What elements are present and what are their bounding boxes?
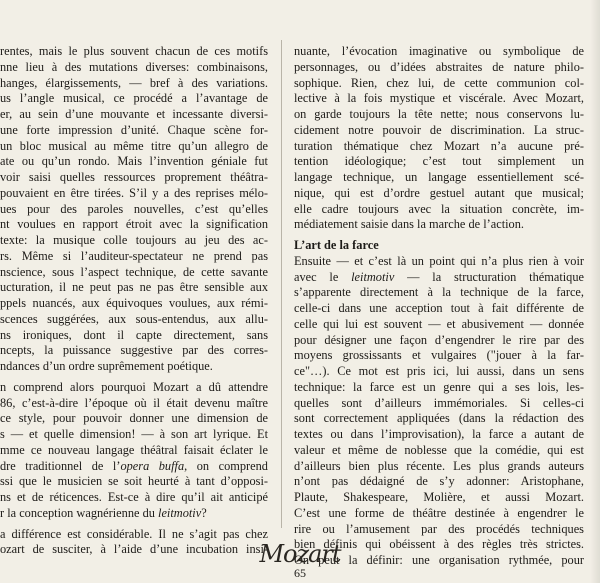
text-line: médiatement saisie dans la marche de l’action. [294, 217, 524, 232]
paragraph [0, 44, 268, 375]
text-line: rs. Même si l’auditeur-spectateur ne prend pas [0, 248, 268, 263]
text-line: personnages, ou d’idées abstraites de nature philo- [294, 59, 584, 74]
text-line: nne lieu à des mutations diverses: combinaisons, [0, 59, 268, 74]
paragraph [0, 380, 268, 522]
text-line: bien définis qui obéissent à des règles très strictes. [294, 537, 584, 552]
right-column [294, 44, 584, 569]
text-line: ce style, pour pouvoir donner une dimension de [0, 411, 268, 426]
text-line: s’apparente directement à la technique de la farce, [294, 285, 584, 300]
text-line: ucturation, il ne peut pas ne pas être sensible aux [0, 280, 268, 295]
text-line: celle-ci dans une acception tout à fait différente de [294, 301, 584, 315]
left-column [0, 44, 268, 558]
mozart-signature: Mozart [259, 540, 341, 568]
text-line: d’ailleurs bien plus récente. Les plus grands auteurs [294, 458, 584, 473]
text-line: ce"…). Ce mot est pris ici, lui aussi, dans un sens [294, 364, 584, 378]
text-line: hanges, élargissements, — bref à des variations. [0, 75, 268, 90]
text-line: rentes, mais le plus souvent chacun de ces motifs [0, 44, 268, 58]
text-fragment: — la structuration thématique [394, 269, 584, 284]
text-line: turation thématique chez Mozart n’a aucune pré- [294, 138, 584, 153]
text-line: nscience, sous l’aspect technique, de cette savante [0, 264, 268, 279]
text-line: C’est une forme de théâtre destinée à engendrer le [294, 505, 584, 520]
text-line: ns et de réticences. Est-ce à dire qu’il ait anticipé [0, 490, 268, 504]
text-line: nuante, l’évocation imaginative ou symbolique de [294, 44, 584, 58]
text-line: texte: la musique colle toujours au jeu des ac- [0, 233, 268, 247]
text-line: cidement notre pouvoir de discrimination. La struc- [294, 122, 584, 137]
section-heading: L’art de la farce [294, 238, 379, 252]
text-line: ns ironiques, dont il capte directement, sans [0, 327, 268, 342]
text-line: un bloc musical au même titre qu’un allegro de [0, 138, 268, 153]
text-line: ssi que le musicien se soit heurté à tant d’opposi- [0, 474, 268, 489]
column-divider [281, 40, 282, 528]
text-line: textes ou dans l’improvisation), la farce a autant de [294, 427, 584, 441]
text-line: une forte impression d’unité. Chaque scène for- [0, 122, 268, 137]
text-line [0, 459, 268, 475]
text-line: lective à la fois mystique et viscérale. Avec Mozart, [294, 91, 584, 106]
text-line: er, au sein d’une mouvante et incessante diversi- [0, 107, 268, 121]
text-line: ozart de susciter, à l’aide d’une incubation insi- [0, 542, 268, 557]
text-line: langage technique, un langage essentiellement scé- [294, 170, 584, 184]
text-line: a différence est considérable. Il ne s’agit pas chez [0, 526, 268, 541]
page-edge-shadow [590, 0, 600, 583]
page-number: 65 [294, 566, 306, 580]
text-fragment: avec le [294, 269, 352, 284]
text-fragment: dre traditionnel de l’ [0, 458, 121, 473]
text-line: scences suggérées, aux sous-entendus, aux allu- [0, 311, 268, 326]
text-line [0, 506, 268, 522]
text-line: nique, qui est d’ordre gestuel autant que musical; [294, 185, 584, 200]
italic-term: opera buffa [120, 458, 185, 473]
text-line: voir saisi quelles ressources proprement théâtra- [0, 170, 268, 184]
text-line: ues pour des paroles nouvelles, c’est qu’elles [0, 201, 268, 216]
text-line: celle qui lui est souvent — et abusivement — donnée [294, 316, 584, 331]
paragraph [294, 254, 584, 569]
text-line: n comprend alors pourquoi Mozart a dû attendre [0, 379, 268, 394]
text-line: on garde toujours la tête nette; nous conservons lu- [294, 107, 584, 121]
text-line: rire ou l’amusement par des procédés techniques [294, 521, 584, 536]
text-fragment: ? [201, 505, 207, 520]
paragraph [294, 44, 584, 233]
text-line: sont correctement appliquées (dans la rédaction des [294, 411, 584, 426]
text-line: sophique. Rien, chez lui, de cette communion col- [294, 75, 584, 90]
text-line: n’ont pas dédaigné de s’y adonner: Aristophane, [294, 474, 584, 489]
text-line: s — et quelle dimension! — à son art lyrique. Et [0, 427, 268, 441]
text-fragment: r la conception wagnérienne du [0, 505, 159, 520]
text-line: 86, c’est-à-dire l’époque où il était devenu maître [0, 395, 268, 410]
text-line: ndances d’un ordre suprêmement poétique. [0, 359, 213, 373]
text-line: ppels nuancés, aux équivoques voulues, aux rémi- [0, 296, 268, 310]
text-line: nt voulues en rapport étroit avec la signification [0, 217, 268, 232]
italic-term: leitmotiv [158, 505, 202, 520]
text-line: Plaute, Shakespeare, Molière, et aussi Mozart. [294, 490, 584, 504]
text-fragment: , on comprend [184, 458, 268, 473]
text-line: tention idéologique; c’est tout simplement un [294, 154, 584, 169]
text-line [294, 270, 584, 286]
text-line: mme ce nouveau langage théâtral faisait éclater le [0, 442, 268, 457]
text-line: ate ou qu’un rondo. Mais l’invention géniale fut [0, 154, 268, 169]
text-line: elle cadre toujours avec la situation concrète, im- [294, 201, 584, 216]
text-line: valeur et même de noblesse que la comédie, qui est [294, 442, 584, 457]
text-line: moyens grossissants et vulgaires ("jouer à la far- [294, 348, 584, 363]
text-line: pouvaient en être tirées. S’il y a des reprises mélo- [0, 185, 268, 200]
text-line: quelles sont d’ailleurs immémoriales. Si celles-ci [294, 395, 584, 410]
text-line: us l’angle musical, ce procédé a l’avantage de [0, 91, 268, 106]
italic-term: leitmotiv [351, 269, 395, 284]
text-line: Ensuite — et c’est là un point qui n’a plus rien à voir [294, 253, 584, 268]
text-line: technique: la farce est un genre qui a ses lois, les- [294, 379, 584, 394]
text-line: On peut la définir: une organisation rythmée, pour [294, 553, 584, 567]
text-line: ncepts, la puissance suggestive par des corres- [0, 343, 268, 358]
text-line: pour désigner une façon d’engendrer le rire par des [294, 332, 584, 347]
paragraph [0, 527, 268, 559]
